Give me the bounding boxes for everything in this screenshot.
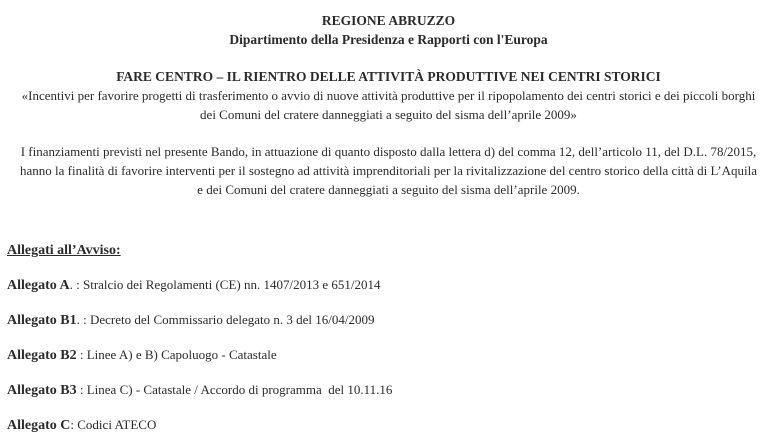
attachment-key: Allegato B3 — [7, 383, 77, 398]
intro-line-2: hanno la finalità di favorire interventi per il sostegno ad attività imprenditoriali per la rivitalizzazione del centro storico della città di L’Aquila — [19, 163, 757, 178]
region-heading: REGIONE ABRUZZO — [321, 13, 456, 28]
attachment-key: Allegato A — [7, 278, 70, 293]
subtitle-line-1: «Incentivi per favorire progetti di trasferimento o avvio di nuove attività produttive per il ripopolamento dei centri storici e dei piccoli borghi — [21, 88, 756, 103]
document-title: FARE CENTRO – IL RIENTRO DELLE ATTIVITÀ PRODUTTIVE NEI CENTRI STORICI — [116, 69, 661, 84]
attachment-key: Allegato C — [7, 418, 71, 433]
attachment-key: Allegato B2 — [7, 348, 77, 363]
attachment-separator: : — [76, 382, 87, 397]
document-subtitle — [6, 86, 771, 124]
document-page — [0, 11, 777, 448]
attachment-description: Stralcio dei Regolamenti (CE) nn. 1407/2013 e 651/2014 — [82, 277, 381, 292]
attachment-item-b1[interactable] — [7, 310, 771, 330]
attachments-section — [6, 241, 771, 435]
intro-paragraph — [6, 142, 771, 199]
attachment-key: Allegato B1 — [7, 313, 77, 328]
intro-line-1: I finanziamenti previsti nel presente Bando, in attuazione di quanto disposto dalla lettera d) del comma 12, dell’articolo 11, del D.L. 78/2015, — [20, 144, 757, 159]
attachment-description: Linee A) e B) Capoluogo - Catastale — [86, 347, 277, 362]
attachment-item-b2[interactable] — [7, 345, 771, 365]
attachment-description: Decreto del Commissario delegato n. 3 del 16/04/2009 — [89, 312, 375, 327]
attachments-heading: Allegati all’Avviso: — [7, 243, 121, 258]
attachment-separator: : — [70, 417, 78, 432]
attachment-separator: . : — [76, 312, 90, 327]
intro-line-3: e dei Comuni del cratere danneggiati a seguito del sisma dell’aprile 2009. — [197, 182, 580, 197]
department-heading: Dipartimento della Presidenza e Rapporti con l'Europa — [229, 32, 548, 47]
attachment-description: Linea C) - Catastale / Accordo di programma del 10.11.16 — [86, 382, 393, 397]
attachment-separator: : — [76, 347, 87, 362]
subtitle-line-2: dei Comuni del cratere danneggiati a seguito del sisma dell’aprile 2009» — [200, 107, 577, 122]
attachment-item-c[interactable] — [7, 415, 771, 435]
attachment-description: Codici ATECO — [77, 417, 157, 432]
attachment-separator: . : — [69, 277, 83, 292]
attachment-item-b3[interactable] — [7, 380, 771, 400]
attachment-item-a[interactable] — [7, 275, 771, 295]
